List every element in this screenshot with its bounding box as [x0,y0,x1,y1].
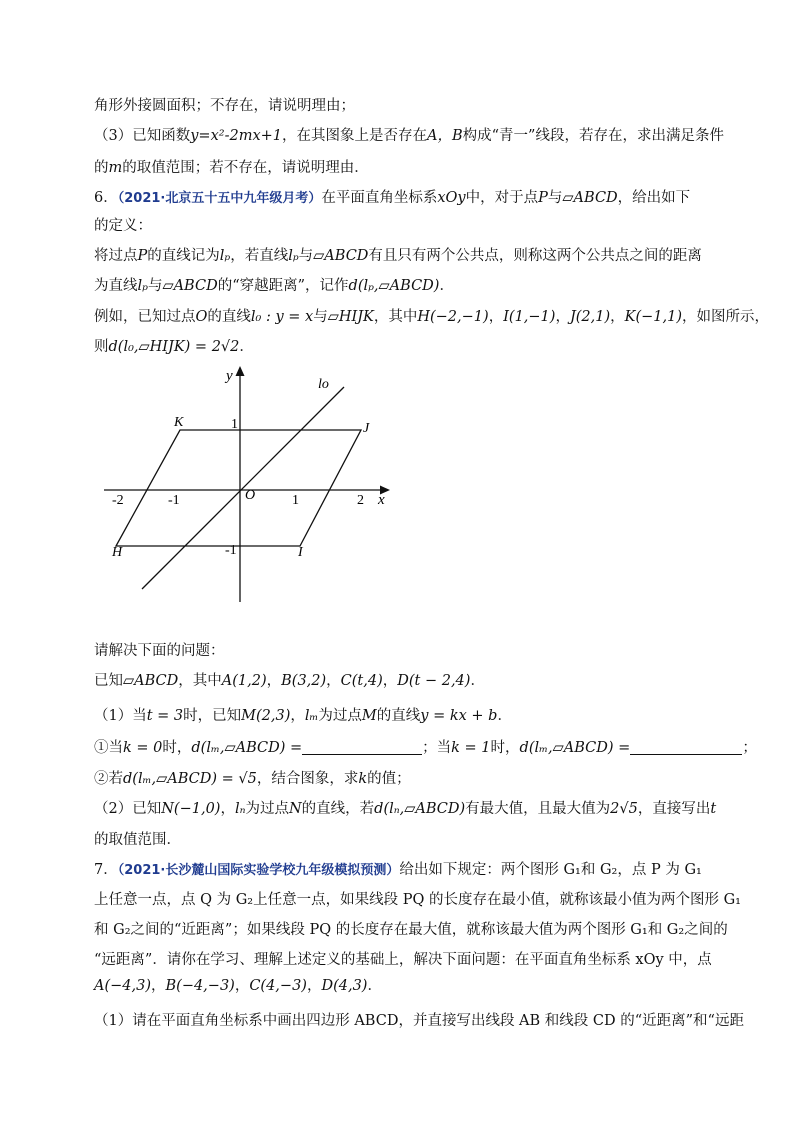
text-line: ②若d(lₘ,▱ABCD) = √5，结合图象，求k的值； [94,771,411,787]
text-line: 的取值范围． [94,832,181,848]
answer-blank[interactable] [630,740,742,755]
vertex-J-label: J [363,421,370,436]
source-tag: （2021·长沙麓山国际实验学校九年级模拟预测） [117,863,400,878]
text-line: 角形外接圆面积；不存在，请说明理由； [94,98,355,114]
text-line: 请解决下面的问题： [94,643,225,659]
text-line: 则d(l₀,▱HIJK) = 2√2． [94,339,254,355]
line-l0-label: lo [318,377,329,392]
tick-label-x-neg1: -1 [168,493,180,508]
tick-label-x-neg2: -2 [112,493,124,508]
answer-blank[interactable] [302,740,422,755]
text-line: 为直线lₚ与▱ABCD的“穿越距离”，记作d(lₚ,▱ABCD)． [94,278,454,294]
question-6-header: 6．（2021·北京五十五中九年级月考）在平面直角坐标系xOy中，对于点P与▱ABCD，给出如下 [94,190,691,206]
vertex-K-label: K [174,415,184,430]
source-tag: （2021·北京五十五中九年级月考） [117,191,322,206]
tick-label-x-1: 1 [292,493,299,508]
parallelogram-figure [96,362,396,607]
text-line: （1）请在平面直角坐标系中画出四边形 ABCD，并直接写出线段 AB 和线段 CD 的“近距离”和“远距 [94,1013,744,1029]
text-line: 将过点P的直线记为lₚ，若直线lₚ与▱ABCD有且只有两个公共点，则称这两个公共点之间的距离 [94,248,702,264]
origin-label: O [245,488,256,503]
text-line: A(−4,3)，B(−4,−3)，C(4,−3)，D(4,3)． [94,978,382,994]
text-line: 的m的取值范围；若不存在，请说明理由． [94,160,369,176]
text-line: 上任意一点，点 Q 为 G₂上任意一点，如果线段 PQ 的长度存在最小值，就称该最小值为两个图形 G₁ [94,892,741,908]
line-l0 [142,387,344,589]
tick-label-y-1: 1 [231,417,238,432]
text-line: “远距离”．请你在学习、理解上述定义的基础上，解决下面问题：在平面直角坐标系 xOy 中，点 [94,952,712,968]
question-7-header: 7．（2021·长沙麓山国际实验学校九年级模拟预测）给出如下规定：两个图形 G₁和 G₂，点 P 为 G₁ [94,862,702,878]
x-axis-label: x [378,492,385,508]
text-line: ①当k = 0时，d(lₘ,▱ABCD) = ；当k = 1时，d(lₘ,▱ABCD) = ； [94,740,757,756]
text-line: 已知▱ABCD，其中A(1,2)，B(3,2)，C(t,4)，D(t − 2,4)． [94,673,485,689]
y-axis-label: y [226,368,233,384]
tick-label-x-2: 2 [357,493,364,508]
parallelogram-HIJK [116,430,361,546]
vertex-I-label: I [298,545,303,560]
vertex-H-label: H [112,545,123,560]
text-line: （3）已知函数y=x²-2mx+1，在其图象上是否存在A，B构成“青一”线段，若存在，求出满足条件 [94,128,724,144]
text-line: 的定义： [94,218,152,234]
text-line: 和 G₂之间的“近距离”；如果线段 PQ 的长度存在最大值，就称该最大值为两个图形 G₁和 G₂之间的 [94,922,728,938]
text-line: 例如，已知过点O的直线l₀ : y = x与▱HIJK，其中H(−2,−1)，I(1,−1)，J(2,1)，K(−1,1)，如图所示， [94,309,769,325]
tick-label-y-neg1: -1 [225,543,237,558]
y-axis-arrow [236,366,245,376]
text-line: （2）已知N(−1,0)，lₙ为过点N的直线，若d(lₙ,▱ABCD)有最大值，且最大值为2√5，直接写出t [94,801,717,817]
text-line: （1）当t = 3时，已知M(2,3)，lₘ为过点M的直线y = kx + b． [94,708,512,724]
